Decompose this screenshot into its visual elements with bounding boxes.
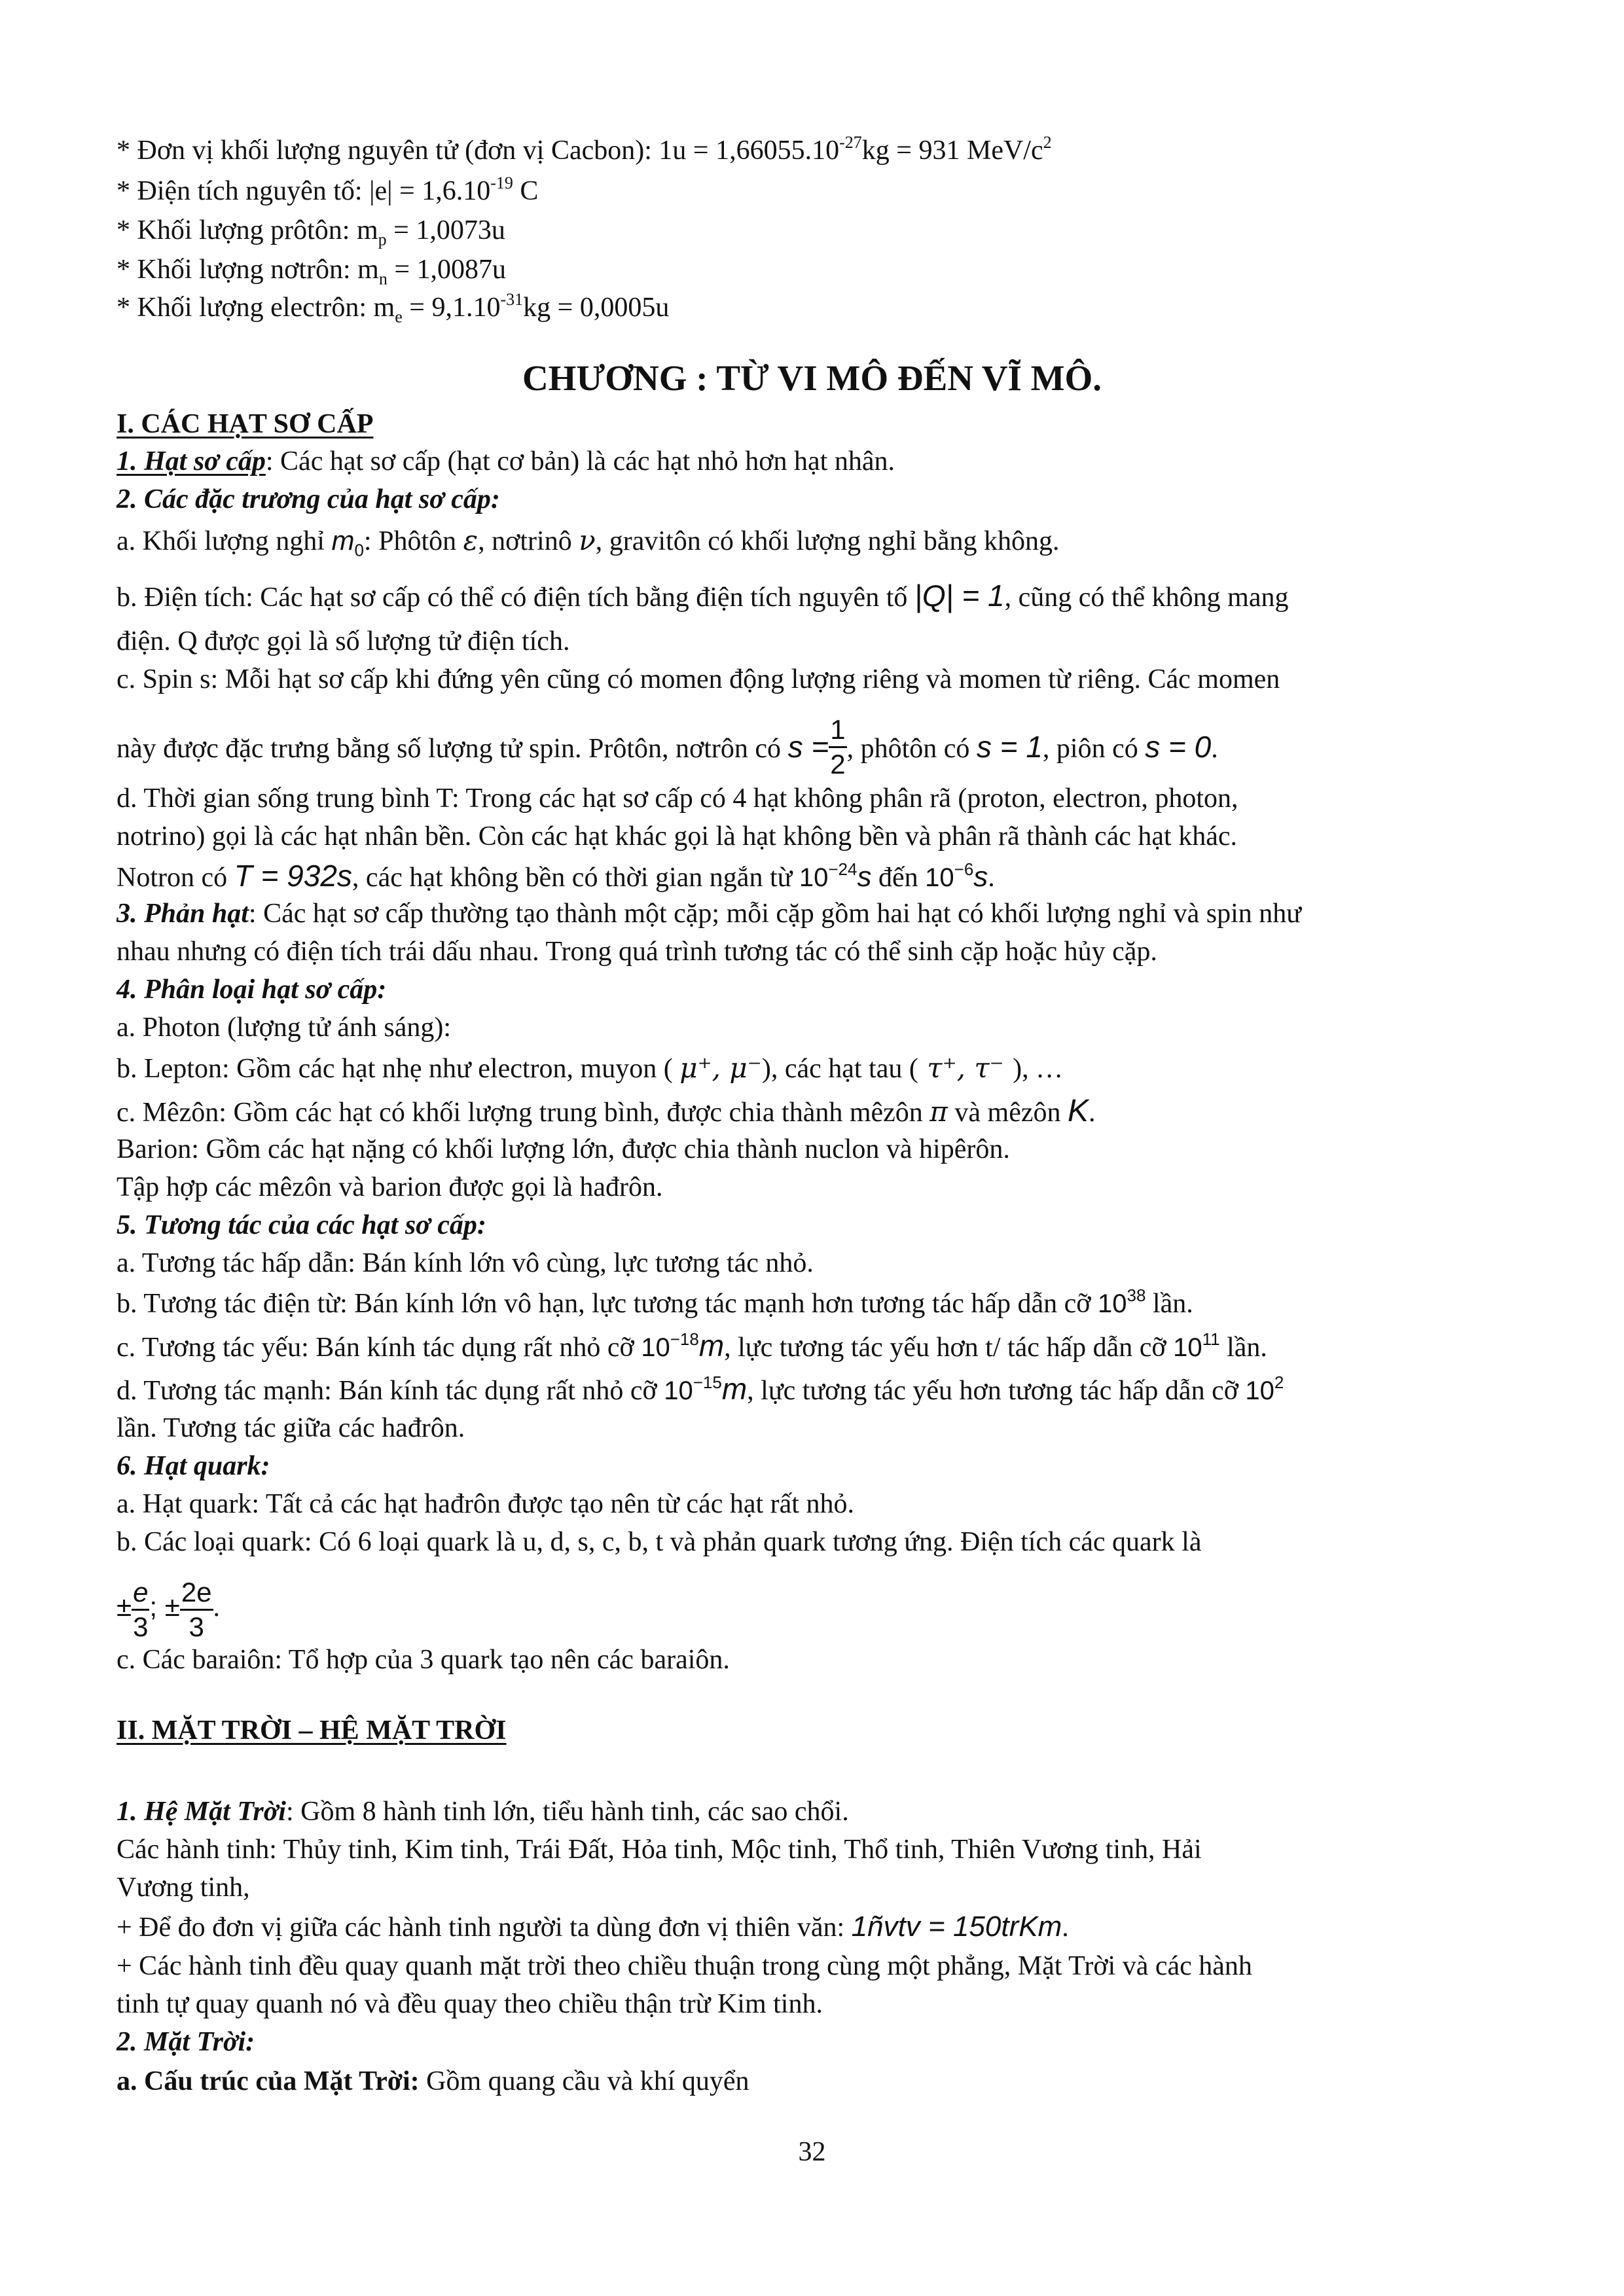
quark-baryons: c. Các baraiôn: Tổ hợp của 3 quark tạo nên các baraiôn. [117,1645,730,1675]
paragraph-antiparticle-line2: nhau nhưng có điện tích trái dấu nhau. Trong quá trình tương tác có thể sinh cặp hoặc hủy cặp. [117,937,1157,967]
paragraph-planets-line2: Vương tinh, [117,1873,250,1903]
constant-neutron-mass: * Khối lượng nơtrôn: $m_n = 1,0087u$ [117,255,507,289]
paragraph-antiparticle-line1: 3. Phản hạt: Các hạt sơ cấp thường tạo thành một cặp; mỗi cặp gồm hai hạt có khối lượng nghỉ và spin như [117,899,1302,929]
paragraph-rotation-line2: tinh tự quay quanh nó và đều quay theo chiều thận trừ Kim tinh. [117,1989,823,2019]
interaction-weak: c. Tương tác yếu: Bán kính tác dụng rất nhỏ cỡ $10^{-18}m$, lực tương tác yếu hơn t/ tác hấp dẫn cỡ $10^{11}$ lần. [117,1329,1267,1363]
subheading-characteristics: 2. Các đặc trương của hạt sơ cấp: [117,484,500,514]
quark-definition: a. Hạt quark: Tất cả các hạt hađrôn được tạo nên từ các hạt rất nhỏ. [117,1489,854,1519]
classification-photon: a. Photon (lượng tử ánh sáng): [117,1013,452,1043]
constant-atomic-mass-unit: * Đơn vị khối lượng nguyên tử (đơn vị Cacbon): $1u = 1,66055.10^{-27}kg = 931$ MeV/$c^2$ [117,133,1052,166]
paragraph-planets-line1: Các hành tinh: Thủy tinh, Kim tinh, Trái Đất, Hỏa tinh, Mộc tinh, Thổ tinh, Thiên Vương tinh, Hải [117,1835,1202,1865]
chapter-title: CHƯƠNG : TỪ VI MÔ ĐẾN VĨ MÔ. [522,358,1102,398]
paragraph-sun-structure: a. Cấu trúc của Mặt Trời: Gồm quang cầu và khí quyển [117,2066,749,2096]
subheading-sun: 2. Mặt Trời: [117,2027,255,2057]
paragraph-rotation-line1: + Các hành tinh đều quay quanh mặt trời theo chiều thuận trong cùng một phẳng, Mặt Trời và các hành [117,1951,1252,1981]
classification-lepton: b. Lepton: Gồm các hạt nhẹ như electron, muyon ( μ⁺, μ⁻), các hạt tau ( τ⁺, τ⁻ ), … [117,1052,1064,1084]
paragraph-lifetime-line3: Notron có T = 932s, các hạt không bền có thời gian ngắn từ $10^{-24}s$ đến $10^{-6}s$. [117,859,995,893]
section-heading-solar-system: II. MẶT TRỜI – HỆ MẶT TRỜI [117,1715,507,1746]
paragraph-charge-line2: điện. Q được gọi là số lượng tử điện tích. [117,626,570,656]
quark-charges: ± $\frac{e}{3}$ ; ± $\frac{2e}{3}$ . [117,1577,221,1642]
paragraph-rest-mass: a. Khối lượng nghỉ $m_0$: Phôtôn ε, nơtrinô ν, gravitôn có khối lượng nghỉ bằng không. [117,524,1060,560]
classification-meson: c. Mêzôn: Gồm các hạt có khối lượng trung bình, được chia thành mêzôn π và mêzôn K. [117,1094,1096,1128]
section-heading-elementary-particles: I. CÁC HẠT SƠ CẤP [117,409,374,439]
fraction-two-e-third: $\frac{2e}{3}$ [181,1577,212,1642]
paragraph-solar-system: 1. Hệ Mặt Trời: Gồm 8 hành tinh lớn, tiểu hành tinh, các sao chổi. [117,1797,849,1827]
quark-types: b. Các loại quark: Có 6 loại quark là u, d, s, c, b, t và phản quark tương ứng. Điện tích các quark là [117,1527,1202,1557]
subheading-quark: 6. Hạt quark: [117,1451,270,1481]
interaction-strong-line1: d. Tương tác mạnh: Bán kính tác dụng rất nhỏ cỡ $10^{-15}m$, lực tương tác yếu hơn tương tác hấp dẫn cỡ $10^2$ [117,1372,1284,1406]
paragraph-lifetime-line2: notrino) gọi là các hạt nhân bền. Còn các hạt khác gọi là hạt không bền và phân rã thành các hạt khác. [117,821,1238,852]
constant-elementary-charge: * Điện tích nguyên tố: $|e| = 1,6.10^{-19}$ C [117,173,539,206]
page-number: 32 [798,2137,826,2167]
classification-hadron: Tập hợp các mêzôn và barion được gọi là hađrôn. [117,1172,663,1202]
paragraph-lifetime-line1: d. Thời gian sống trung bình T: Trong các hạt sơ cấp có 4 hạt không phân rã (proton, electron, photon, [117,783,1238,814]
constant-electron-mass: * Khối lượng electrôn: $m_e = 9,1.10^{-31}kg = 0,0005u$ [117,290,670,327]
interaction-electromagnetic: b. Tương tác điện từ: Bán kính lớn vô hạn, lực tương tác mạnh hơn tương tác hấp dẫn cỡ $10^{38}$ lần. [117,1285,1193,1319]
paragraph-spin-line1: c. Spin s: Mỗi hạt sơ cấp khi đứng yên cũng có momen động lượng riêng và momen từ riêng. Các momen [117,664,1280,694]
interaction-gravity: a. Tương tác hấp dẫn: Bán kính lớn vô cùng, lực tương tác nhỏ. [117,1248,814,1278]
paragraph-astronomical-unit: + Để đo đơn vị giữa các hành tinh người ta dùng đơn vị thiên văn: 1ñvtv = 150trKm. [117,1910,1069,1943]
fraction-e-third: $\frac{e}{3}$ [133,1577,149,1642]
subheading-classification: 4. Phân loại hạt sơ cấp: [117,975,387,1005]
fraction-one-half: $\frac{1}{2}$ [830,714,846,780]
paragraph-definition: 1. Hạt sơ cấp: Các hạt sơ cấp (hạt cơ bản) là các hạt nhỏ hơn hạt nhân. [117,446,895,476]
classification-baryon: Barion: Gồm các hạt nặng có khối lượng lớn, được chia thành nuclon và hipêrôn. [117,1134,1010,1164]
paragraph-spin-line2: này được đặc trưng bằng số lượng tử spin. Prôtôn, nơtrôn có s = $\frac{1}{2}$ , phôtôn có s = 1, piôn có s = 0. [117,714,1218,780]
paragraph-charge-line1: b. Điện tích: Các hạt sơ cấp có thể có điện tích bằng điện tích nguyên tố |Q| = 1, cũng có thể không mang [117,579,1289,613]
constant-proton-mass: * Khối lượng prôtôn: $m_p = 1,0073u$ [117,215,505,249]
subheading-interactions: 5. Tương tác của các hạt sơ cấp: [117,1210,486,1240]
interaction-strong-line2: lần. Tương tác giữa các hađrôn. [117,1413,465,1443]
